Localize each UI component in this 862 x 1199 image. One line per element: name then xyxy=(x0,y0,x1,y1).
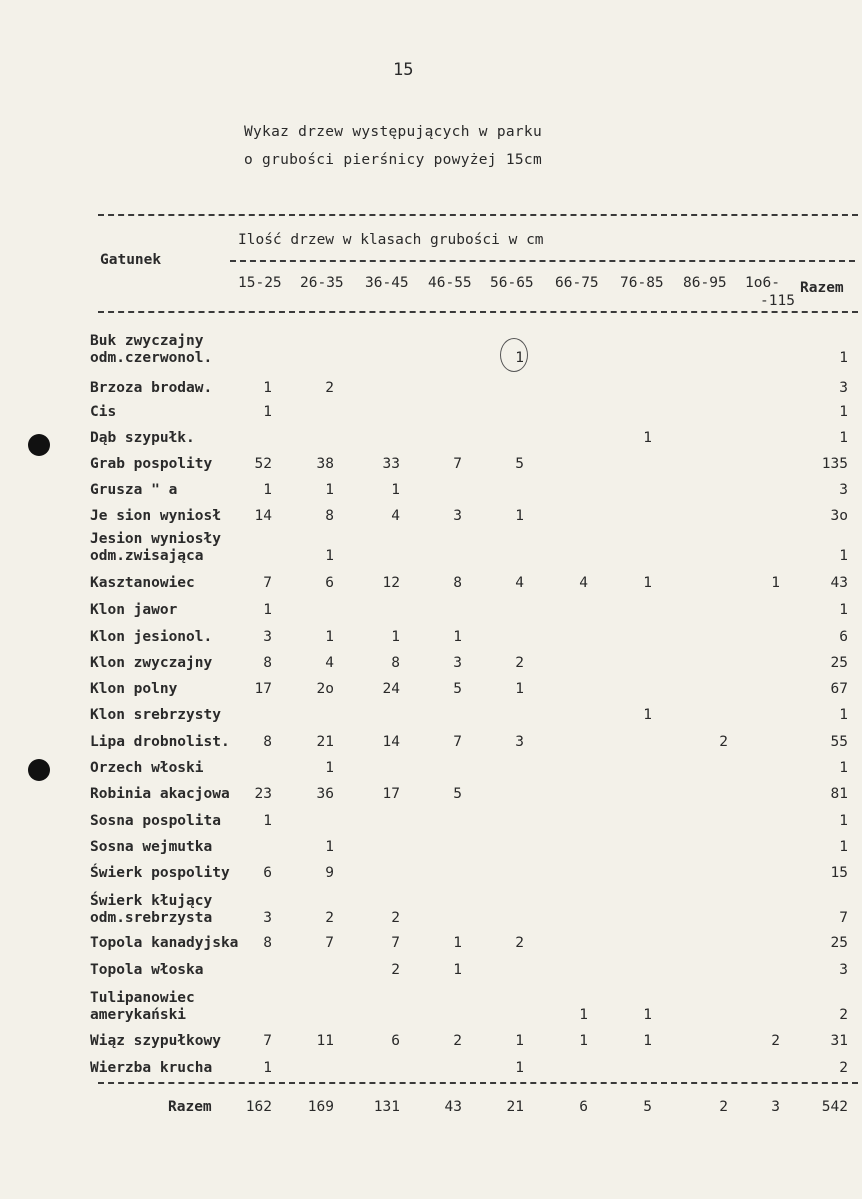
row-total: 2 xyxy=(839,1007,848,1023)
species-name-line: Jesion wyniosły xyxy=(90,531,221,547)
count-cell: 2o xyxy=(316,681,334,697)
species-name-line: Grusza " a xyxy=(90,482,178,498)
total-cell: 6 xyxy=(579,1099,588,1115)
count-cell: 33 xyxy=(382,456,400,472)
count-cell: 24 xyxy=(382,681,400,697)
species-name-line: Je sion wyniosł xyxy=(90,508,221,524)
count-cell: 17 xyxy=(382,786,400,802)
count-cell: 21 xyxy=(316,734,334,750)
row-total: 1 xyxy=(839,602,848,618)
class-header: -115 xyxy=(760,293,795,309)
count-cell: 1 xyxy=(263,380,272,396)
species-name-line: Robinia akacjowa xyxy=(90,786,230,802)
species-name-line: Tulipanowiec xyxy=(90,990,195,1006)
species-name xyxy=(90,935,238,952)
count-cell: 1 xyxy=(263,602,272,618)
count-cell: 7 xyxy=(453,456,462,472)
species-name xyxy=(90,456,212,473)
count-cell: 1 xyxy=(325,839,334,855)
count-cell: 3 xyxy=(453,655,462,671)
species-name-line: Grab pospolity xyxy=(90,456,213,472)
count-cell: 1 xyxy=(453,962,462,978)
row-total: 1 xyxy=(839,813,848,829)
species-name-line: Świerk kłujący xyxy=(90,893,213,909)
top-rule xyxy=(98,214,858,216)
total-cell: 162 xyxy=(245,1099,272,1115)
count-cell: 3 xyxy=(515,734,524,750)
header-bottom-rule xyxy=(98,311,858,313)
binder-hole xyxy=(28,434,50,456)
row-total: 55 xyxy=(830,734,848,750)
count-cell: 8 xyxy=(263,655,272,671)
count-cell: 36 xyxy=(316,786,334,802)
binder-hole xyxy=(28,759,50,781)
count-cell: 1 xyxy=(391,482,400,498)
row-total: 1 xyxy=(839,760,848,776)
species-name-line: Klon srebrzysty xyxy=(90,707,221,723)
species-name-line: odm.czerwonol. xyxy=(90,350,213,366)
species-name xyxy=(90,380,212,397)
total-cell: 169 xyxy=(307,1099,334,1115)
species-name-line: Topola włoska xyxy=(90,962,204,978)
count-cell: 5 xyxy=(515,456,524,472)
species-name xyxy=(90,404,116,421)
header-group-label: Ilość drzew w klasach grubości w cm xyxy=(238,232,544,248)
species-name-line: Cis xyxy=(90,404,117,420)
count-cell: 3 xyxy=(263,629,272,645)
count-cell: 7 xyxy=(325,935,334,951)
count-cell: 23 xyxy=(254,786,272,802)
row-total: 25 xyxy=(830,655,848,671)
row-total: 1 xyxy=(839,839,848,855)
class-header: 1o6- xyxy=(745,275,780,291)
species-name xyxy=(90,602,177,619)
species-name xyxy=(90,786,230,803)
count-cell: 1 xyxy=(263,482,272,498)
species-name xyxy=(90,575,195,592)
count-cell: 12 xyxy=(382,575,400,591)
count-cell: 4 xyxy=(325,655,334,671)
row-total: 67 xyxy=(830,681,848,697)
species-name-line: Dąb szypułk. xyxy=(90,430,195,446)
total-cell: 43 xyxy=(444,1099,462,1115)
count-cell: 1 xyxy=(515,1033,524,1049)
count-cell: 1 xyxy=(325,548,334,564)
total-cell: 3 xyxy=(771,1099,780,1115)
count-cell: 1 xyxy=(515,350,524,366)
species-name-line: Kasztanowiec xyxy=(90,575,195,591)
count-cell: 1 xyxy=(515,508,524,524)
row-total: 3 xyxy=(839,380,848,396)
count-cell: 4 xyxy=(579,575,588,591)
species-name xyxy=(90,531,221,565)
count-cell: 14 xyxy=(382,734,400,750)
row-total: 1 xyxy=(839,350,848,366)
species-name-line: Klon zwyczajny xyxy=(90,655,213,671)
class-header: 86-95 xyxy=(683,275,727,291)
row-total: 3 xyxy=(839,962,848,978)
count-cell: 38 xyxy=(316,456,334,472)
species-name-line: Wiąz szypułkowy xyxy=(90,1033,221,1049)
count-cell: 1 xyxy=(391,629,400,645)
species-name-line: Buk zwyczajny xyxy=(90,333,204,349)
total-cell: 21 xyxy=(506,1099,524,1115)
count-cell: 11 xyxy=(316,1033,334,1049)
total-cell: 131 xyxy=(373,1099,400,1115)
species-name-line: Orzech włoski xyxy=(90,760,204,776)
count-cell: 1 xyxy=(453,935,462,951)
count-cell: 14 xyxy=(254,508,272,524)
count-cell: 52 xyxy=(254,456,272,472)
row-total: 135 xyxy=(821,456,848,472)
species-name xyxy=(90,962,204,979)
count-cell: 2 xyxy=(515,655,524,671)
row-total: 81 xyxy=(830,786,848,802)
count-cell: 4 xyxy=(391,508,400,524)
species-name xyxy=(90,813,221,830)
count-cell: 1 xyxy=(263,813,272,829)
count-cell: 2 xyxy=(771,1033,780,1049)
count-cell: 5 xyxy=(453,786,462,802)
count-cell: 2 xyxy=(515,935,524,951)
count-cell: 7 xyxy=(263,1033,272,1049)
species-name xyxy=(90,1033,221,1050)
species-name xyxy=(90,655,212,672)
count-cell: 1 xyxy=(643,1007,652,1023)
species-name-line: Klon jawor xyxy=(90,602,178,618)
count-cell: 1 xyxy=(579,1033,588,1049)
species-name xyxy=(90,333,212,367)
species-name xyxy=(90,990,195,1024)
species-name xyxy=(90,508,221,525)
species-name xyxy=(90,681,177,698)
row-total: 1 xyxy=(839,548,848,564)
count-cell: 6 xyxy=(263,865,272,881)
totals-rule xyxy=(98,1082,858,1084)
species-name xyxy=(90,430,195,447)
count-cell: 8 xyxy=(263,935,272,951)
row-total: 1 xyxy=(839,404,848,420)
class-header: 46-55 xyxy=(428,275,472,291)
count-cell: 2 xyxy=(391,962,400,978)
class-header: 56-65 xyxy=(490,275,534,291)
species-name-line: Brzoza brodaw. xyxy=(90,380,213,396)
species-name xyxy=(90,707,221,724)
total-cell: 5 xyxy=(643,1099,652,1115)
title-line-1: Wykaz drzew występujących w parku xyxy=(244,124,542,140)
class-header: 76-85 xyxy=(620,275,664,291)
row-total: 25 xyxy=(830,935,848,951)
count-cell: 17 xyxy=(254,681,272,697)
count-cell: 1 xyxy=(453,629,462,645)
species-name xyxy=(90,1060,212,1077)
page-number: 15 xyxy=(393,60,414,80)
species-name xyxy=(90,760,204,777)
class-header: 26-35 xyxy=(300,275,344,291)
title-line-2: o grubości pierśnicy powyżej 15cm xyxy=(244,152,542,168)
count-cell: 1 xyxy=(643,1033,652,1049)
row-total: 3 xyxy=(839,482,848,498)
species-name-line: odm.srebrzysta xyxy=(90,910,213,926)
header-mid-rule xyxy=(230,260,855,262)
count-cell: 1 xyxy=(515,1060,524,1076)
count-cell: 1 xyxy=(325,482,334,498)
count-cell: 6 xyxy=(391,1033,400,1049)
count-cell: 8 xyxy=(453,575,462,591)
species-name-line: Sosna pospolita xyxy=(90,813,221,829)
count-cell: 7 xyxy=(453,734,462,750)
count-cell: 7 xyxy=(263,575,272,591)
species-name-line: Świerk pospolity xyxy=(90,865,230,881)
species-name-line: Klon polny xyxy=(90,681,178,697)
class-header: 36-45 xyxy=(365,275,409,291)
count-cell: 1 xyxy=(263,1060,272,1076)
species-name xyxy=(90,839,212,856)
count-cell: 9 xyxy=(325,865,334,881)
header-total: Razem xyxy=(800,280,844,296)
count-cell: 2 xyxy=(325,910,334,926)
species-name-line: amerykański xyxy=(90,1007,187,1023)
count-cell: 8 xyxy=(325,508,334,524)
class-header: 66-75 xyxy=(555,275,599,291)
species-name-line: Topola kanadyjska xyxy=(90,935,239,951)
row-total: 1 xyxy=(839,707,848,723)
species-name xyxy=(90,893,212,927)
species-name-line: Sosna wejmutka xyxy=(90,839,213,855)
species-name-line: Klon jesionol. xyxy=(90,629,213,645)
row-total: 1 xyxy=(839,430,848,446)
species-name-line: Lipa drobnolist. xyxy=(90,734,230,750)
count-cell: 1 xyxy=(771,575,780,591)
count-cell: 1 xyxy=(643,707,652,723)
count-cell: 6 xyxy=(325,575,334,591)
row-total: 31 xyxy=(830,1033,848,1049)
count-cell: 1 xyxy=(579,1007,588,1023)
total-cell: 2 xyxy=(719,1099,728,1115)
count-cell: 2 xyxy=(719,734,728,750)
row-total: 15 xyxy=(830,865,848,881)
row-total: 6 xyxy=(839,629,848,645)
count-cell: 1 xyxy=(325,629,334,645)
species-name xyxy=(90,734,230,751)
count-cell: 2 xyxy=(391,910,400,926)
row-total: 7 xyxy=(839,910,848,926)
species-name xyxy=(90,482,177,499)
row-total: 3o xyxy=(830,508,848,524)
totals-label: Razem xyxy=(168,1099,212,1115)
count-cell: 7 xyxy=(391,935,400,951)
count-cell: 4 xyxy=(515,575,524,591)
count-cell: 3 xyxy=(453,508,462,524)
count-cell: 2 xyxy=(325,380,334,396)
count-cell: 2 xyxy=(453,1033,462,1049)
species-name-line: Wierzba krucha xyxy=(90,1060,213,1076)
count-cell: 8 xyxy=(391,655,400,671)
row-total: 2 xyxy=(839,1060,848,1076)
count-cell: 1 xyxy=(325,760,334,776)
count-cell: 3 xyxy=(263,910,272,926)
class-header: 15-25 xyxy=(238,275,282,291)
grand-total: 542 xyxy=(821,1099,848,1115)
count-cell: 1 xyxy=(263,404,272,420)
species-name xyxy=(90,865,230,882)
species-name xyxy=(90,629,212,646)
count-cell: 1 xyxy=(643,575,652,591)
count-cell: 5 xyxy=(453,681,462,697)
count-cell: 8 xyxy=(263,734,272,750)
species-name-line: odm.zwisająca xyxy=(90,548,204,564)
header-species: Gatunek xyxy=(100,252,162,268)
row-total: 43 xyxy=(830,575,848,591)
count-cell: 1 xyxy=(643,430,652,446)
count-cell: 1 xyxy=(515,681,524,697)
